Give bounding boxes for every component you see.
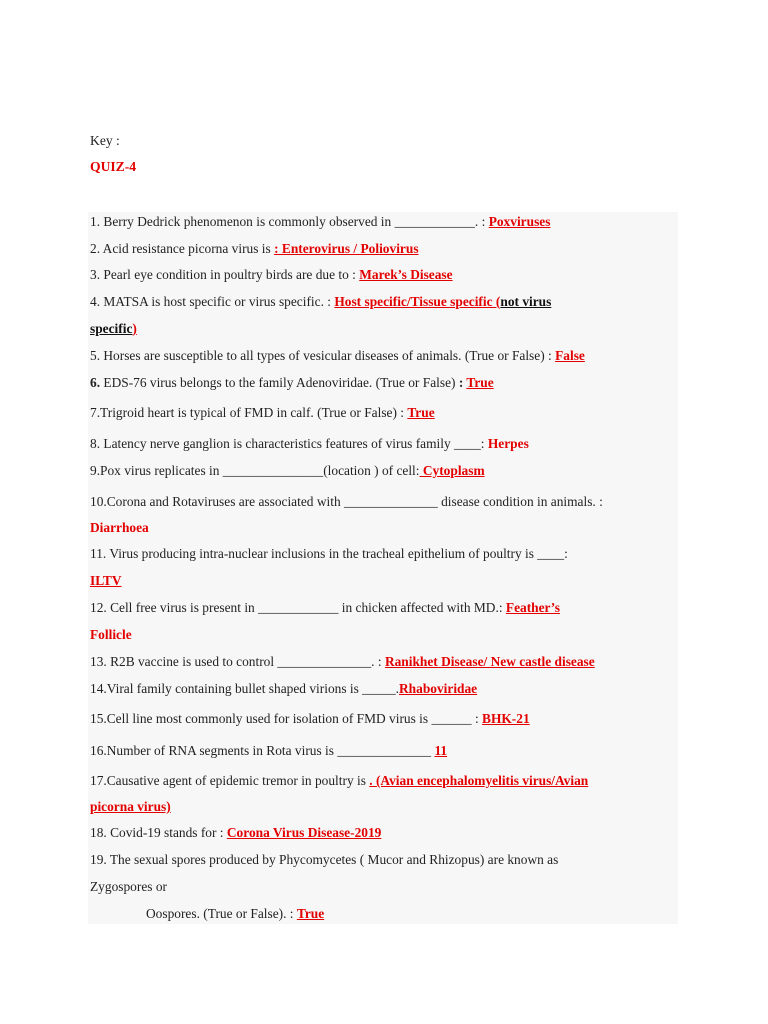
answer: Cytoplasm bbox=[419, 463, 485, 478]
question-14 bbox=[90, 680, 477, 698]
question-text: 19. The sexual spores produced by Phycomycetes ( Mucor and Rhizopus) are known as bbox=[90, 852, 559, 867]
answer: ILTV bbox=[90, 573, 122, 588]
question-16 bbox=[90, 742, 447, 760]
answer: BHK-21 bbox=[482, 711, 530, 726]
answer: Herpes bbox=[487, 436, 529, 451]
question-11-answer bbox=[90, 572, 122, 590]
question-text: 15.Cell line most commonly used for isolation of FMD virus is ______ : bbox=[90, 711, 483, 726]
question-text: 1. Berry Dedrick phenomenon is commonly observed in ____________. : bbox=[90, 214, 489, 229]
question-text: 10.Corona and Rotaviruses are associated with ______________ disease condition in animals. : bbox=[90, 494, 603, 509]
question-19-continued bbox=[90, 878, 167, 896]
question-colon: : bbox=[458, 375, 467, 390]
question-10 bbox=[90, 493, 603, 511]
question-text: 3. Pearl eye condition in poultry birds are due to : bbox=[90, 267, 360, 282]
question-text: 5. Horses are susceptible to all types of vesicular diseases of animals. (True or False) : bbox=[90, 348, 556, 363]
answer: Ranikhet Disease/ New castle disease bbox=[384, 654, 595, 669]
question-text: Zygospores or bbox=[90, 879, 167, 894]
question-text: 13. R2B vaccine is used to control ______________. : bbox=[90, 654, 385, 669]
question-9 bbox=[90, 462, 485, 480]
question-text: 8. Latency nerve ganglion is characteristics features of virus family ____: bbox=[90, 436, 488, 451]
answer: True bbox=[296, 906, 325, 921]
question-12-continued bbox=[90, 626, 132, 644]
quiz-title: QUIZ-4 bbox=[90, 159, 137, 174]
question-13 bbox=[90, 653, 595, 671]
answer: Rhaboviridae bbox=[399, 681, 478, 696]
question-text: 14.Viral family containing bullet shaped virions is _____. bbox=[90, 681, 399, 696]
question-8 bbox=[90, 435, 529, 453]
answer-note: not virus bbox=[500, 294, 552, 309]
answer: Diarrhoea bbox=[90, 520, 149, 535]
question-text: 4. MATSA is host specific or virus specific. : bbox=[90, 294, 335, 309]
question-10-answer bbox=[90, 519, 149, 537]
answer: 11 bbox=[434, 743, 448, 758]
question-1 bbox=[90, 213, 550, 231]
answers-panel bbox=[88, 212, 678, 924]
question-3 bbox=[90, 266, 453, 284]
question-19 bbox=[90, 851, 558, 869]
question-text: 17.Causative agent of epidemic tremor in poultry is bbox=[90, 773, 370, 788]
question-15 bbox=[90, 710, 530, 728]
question-number: 6. bbox=[90, 375, 101, 390]
question-11 bbox=[90, 545, 568, 563]
answer: Poxviruses bbox=[488, 214, 551, 229]
question-17-continued bbox=[90, 798, 171, 816]
answer: Host specific/Tissue specific ( bbox=[334, 294, 501, 309]
question-17 bbox=[90, 772, 588, 790]
question-19-continued-2 bbox=[146, 905, 324, 923]
answer: Corona Virus Disease-2019 bbox=[226, 825, 382, 840]
answer: . (Avian encephalomyelitis virus/Avian bbox=[369, 773, 589, 788]
question-text: 7.Trigroid heart is typical of FMD in calf. (True or False) : bbox=[90, 405, 408, 420]
answer: Feather’s bbox=[505, 600, 560, 615]
key-label: Key : bbox=[90, 133, 120, 148]
answer: True bbox=[407, 405, 435, 420]
question-text: 2. Acid resistance picorna virus is bbox=[90, 241, 275, 256]
question-4-continued bbox=[90, 320, 137, 338]
answer: : Enterovirus / Poliovirus bbox=[274, 241, 419, 256]
question-6 bbox=[90, 374, 494, 392]
answer-note: specific bbox=[90, 321, 133, 336]
answer: False bbox=[555, 348, 585, 363]
question-text: 18. Covid-19 stands for : bbox=[90, 825, 227, 840]
question-text: 9.Pox virus replicates in _______________(location ) of cell: bbox=[90, 463, 420, 478]
question-4 bbox=[90, 293, 551, 311]
question-text: 12. Cell free virus is present in ____________ in chicken affected with MD.: bbox=[90, 600, 506, 615]
answer: True bbox=[466, 375, 494, 390]
question-text: EDS-76 virus belongs to the family Adenoviridae. (True or False) bbox=[100, 375, 459, 390]
question-text: Oospores. (True or False). : bbox=[146, 906, 297, 921]
answer: picorna virus) bbox=[90, 799, 171, 814]
question-text: 11. Virus producing intra-nuclear inclusions in the tracheal epithelium of poultry is ____: bbox=[90, 546, 568, 561]
question-5 bbox=[90, 347, 585, 365]
answer: ) bbox=[132, 321, 137, 336]
answer: Marek’s Disease bbox=[359, 267, 453, 282]
question-7 bbox=[90, 404, 435, 422]
question-12 bbox=[90, 599, 560, 617]
answer: Follicle bbox=[90, 627, 132, 642]
question-2 bbox=[90, 240, 419, 258]
question-text: 16.Number of RNA segments in Rota virus is ______________ bbox=[90, 743, 435, 758]
question-18 bbox=[90, 824, 381, 842]
